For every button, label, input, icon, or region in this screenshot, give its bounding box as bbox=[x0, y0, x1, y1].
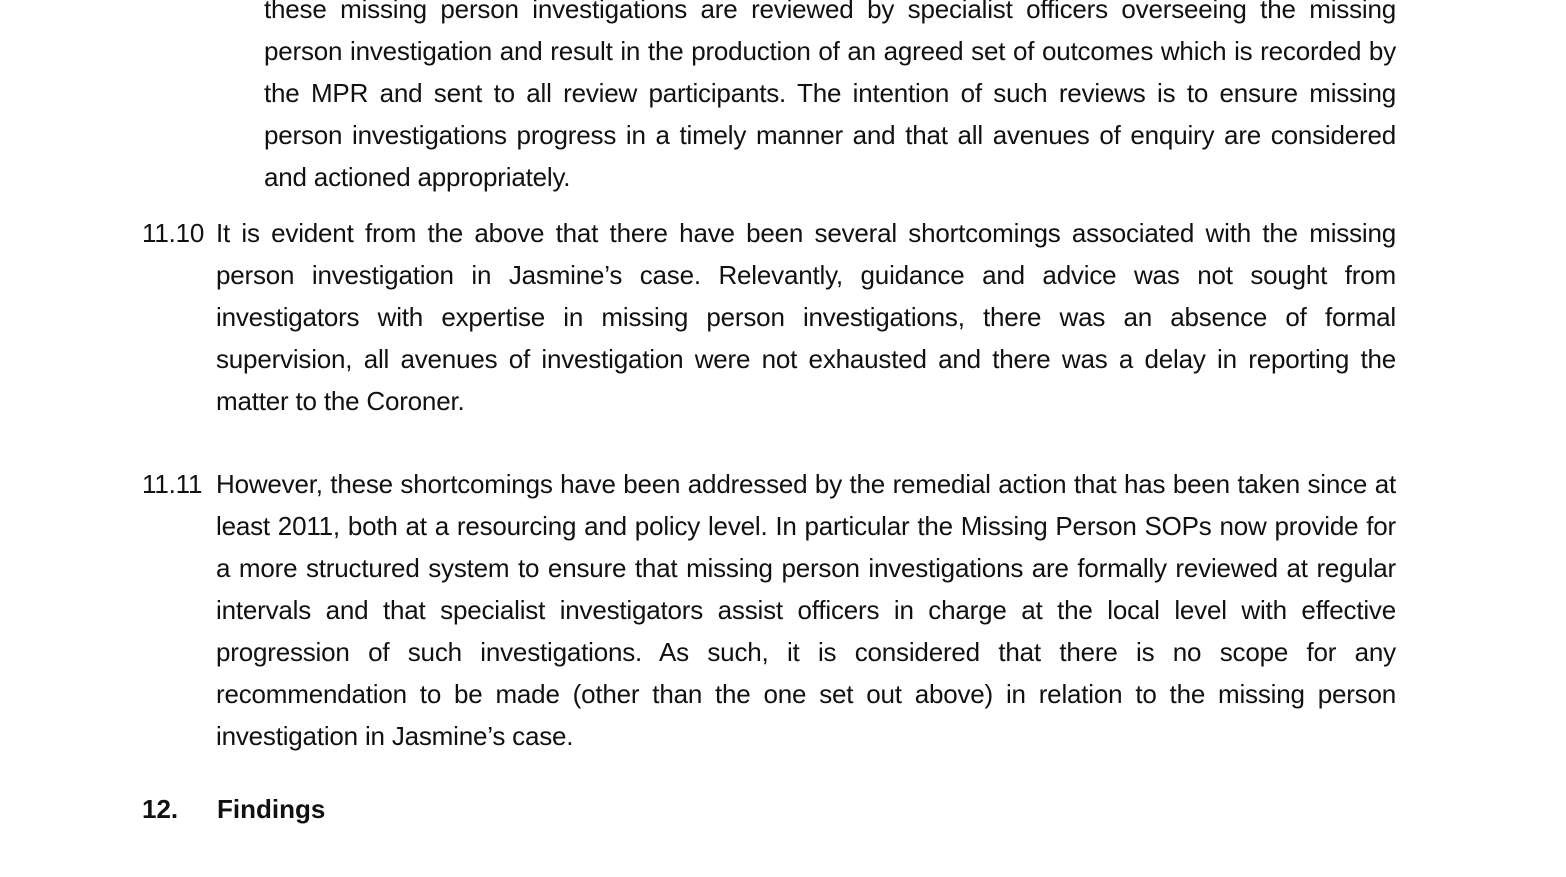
section-title: Findings bbox=[217, 794, 326, 824]
paragraph-text: It is evident from the above that there have been several shortcomings associated with the missing person investigation in Jasmine’s case. Relevantly, guidance and advice was not sought from investigators with expertise in missing person investigations, there was an absence of formal supervision, all avenues of investigation were not exhausted and there was a delay in reporting the matter to the Coroner. bbox=[216, 218, 1396, 416]
paragraph-11-11 bbox=[142, 463, 1396, 757]
section-heading bbox=[142, 788, 325, 830]
continued-paragraph bbox=[264, 0, 1396, 198]
paragraph-11-10 bbox=[142, 212, 1396, 422]
paragraph-number: 11.11 bbox=[142, 469, 203, 499]
paragraph-number: 11.10 bbox=[142, 218, 205, 248]
section-number: 12. bbox=[142, 794, 179, 824]
continued-paragraph-text: these missing person investigations are reviewed by specialist officers overseeing the missing person investigation and result in the production of an agreed set of outcomes which is recorded by the MPR and sent to all review participants. The intention of such reviews is to ensure missing person investigations progress in a timely manner and that all avenues of enquiry are considered and actioned appropriately. bbox=[264, 0, 1396, 192]
paragraph-text: However, these shortcomings have been addressed by the remedial action that has been taken since at least 2011, both at a resourcing and policy level. In particular the Missing Person SOPs now provide for a more structured system to ensure that missing person investigations are formally reviewed at regular intervals and that specialist investigators assist officers in charge at the local level with effective progression of such investigations. As such, it is considered that there is no scope for any recommendation to be made (other than the one set out above) in relation to the missing person investigation in Jasmine’s case. bbox=[216, 469, 1396, 751]
